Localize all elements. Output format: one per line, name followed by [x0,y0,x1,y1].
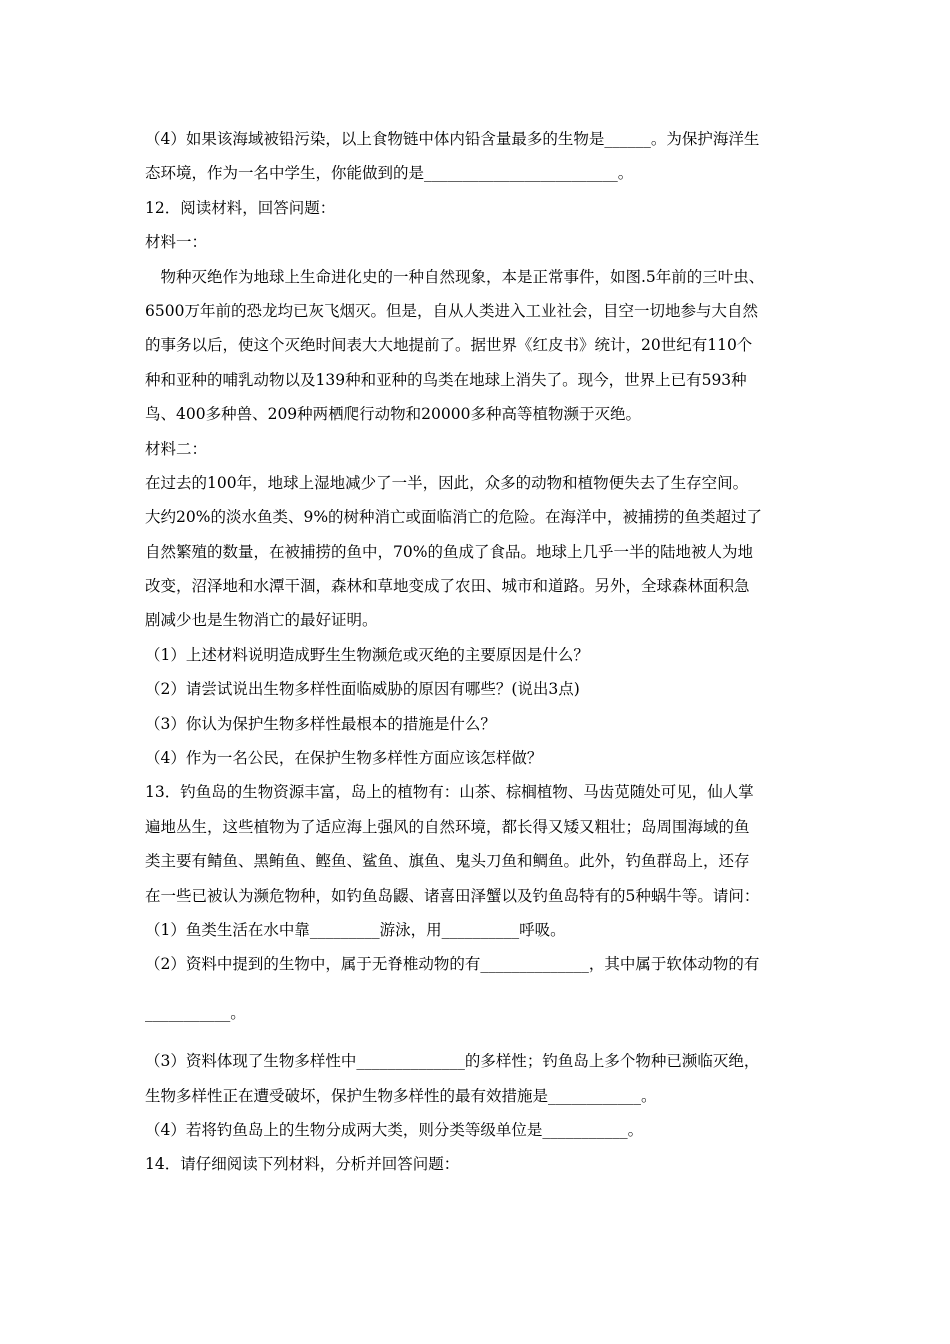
q13-part1: （1）鱼类生活在水中靠_________游泳，用__________呼吸。 [145,920,566,939]
q12-material2-title: 材料二： [145,439,208,458]
q12-material2-line: 在过去的100年，地球上湿地减少了一半，因此，众多的动物和植物便失去了生存空间。 [145,473,749,492]
q12-material1-line: 6500万年前的恐龙均已灰飞烟灭。但是，自从人类进入工业社会，目空一切地参与大自然 [145,301,758,320]
q13-stem-line: 遍地丛生，这些植物为了适应海上强风的自然环境，都长得又矮又粗壮；岛周围海域的鱼 [145,817,750,836]
q12-material2-line: 剧减少也是生物消亡的最好证明。 [145,611,378,630]
q11-part4-line1: （4）如果该海域被铅污染，以上食物链中体内铅含量最多的生物是______。为保护海洋生 [145,130,760,148]
q12-stem: 12．阅读材料，回答问题： [145,198,336,217]
q12-material1-line: 种和亚种的哺乳动物以及139种和亚种的鸟类在地球上消失了。现今，世界上已有593种 [145,370,747,389]
q12-material1-title: 材料一： [145,233,208,252]
q13-part2-line2: ___________。 [145,1003,246,1022]
q13-stem-line: 13．钓鱼岛的生物资源丰富，岛上的植物有：山茶、棕榈植物、马齿苋随处可见，仙人掌 [145,783,754,802]
q12-material1-line: 的事务以后，使这个灭绝时间表大大地提前了。据世界《红皮书》统计，20世纪有110个 [145,336,753,355]
q13-part3-line1: （3）资料体现了生物多样性中______________的多样性；钓鱼岛上多个物种已濒临灭绝， [145,1052,760,1071]
q14-stem: 14．请仔细阅读下列材料，分析并回答问题： [145,1155,460,1174]
q12-question-2: （2）请尝试说出生物多样性面临威胁的原因有哪些？(说出3点) [145,680,580,699]
q13-part2-line1: （2）资料中提到的生物中，属于无脊椎动物的有______________，其中属于软体动物的有 [145,955,760,974]
q12-material2-line: 改变，沼泽地和水潭干涸，森林和草地变成了农田、城市和道路。另外，全球森林面积急 [145,577,750,596]
q13-stem-line: 类主要有鲭鱼、黑鲔鱼、鲣鱼、鲨鱼、旗鱼、鬼头刀鱼和鲷鱼。此外，钓鱼群岛上，还存 [145,852,750,871]
q12-question-3: （3）你认为保护生物多样性最根本的措施是什么？ [145,714,496,733]
page-content [145,122,815,1182]
q12-material2-line: 大约20%的淡水鱼类、9%的树种消亡或面临消亡的危险。在海洋中，被捕捞的鱼类超过了 [145,508,763,527]
q12-question-4: （4）作为一名公民，在保护生物多样性方面应该怎样做？ [145,749,543,768]
spacer [145,1030,815,1044]
q12-material1-line: 鸟、400多种兽、209种两栖爬行动物和20000多种高等植物濒于灭绝。 [145,405,641,424]
q13-part4: （4）若将钓鱼岛上的生物分成两大类，则分类等级单位是___________。 [145,1120,644,1139]
q13-stem-line: 在一些已被认为濒危物种，如钓鱼岛鼹、诸喜田泽蟹以及钓鱼岛特有的5种蜗牛等。请问： [145,886,760,905]
q13-part3-line2: 生物多样性正在遭受破坏，保护生物多样性的最有效措施是____________。 [145,1086,657,1105]
spacer [145,982,815,996]
q12-material1-line: 物种灭绝作为地球上生命进化史的一种自然现象，本是正常事件，如图.5年前的三叶虫、 [145,267,765,286]
q12-question-1: （1）上述材料说明造成野生生物濒危或灭绝的主要原因是什么？ [145,645,589,664]
q12-material2-line: 自然繁殖的数量，在被捕捞的鱼中，70%的鱼成了食品。地球上几乎一半的陆地被人为地 [145,542,753,561]
q11-part4-line2: 态环境，作为一名中学生，你能做到的是_________________________。 [145,164,634,183]
